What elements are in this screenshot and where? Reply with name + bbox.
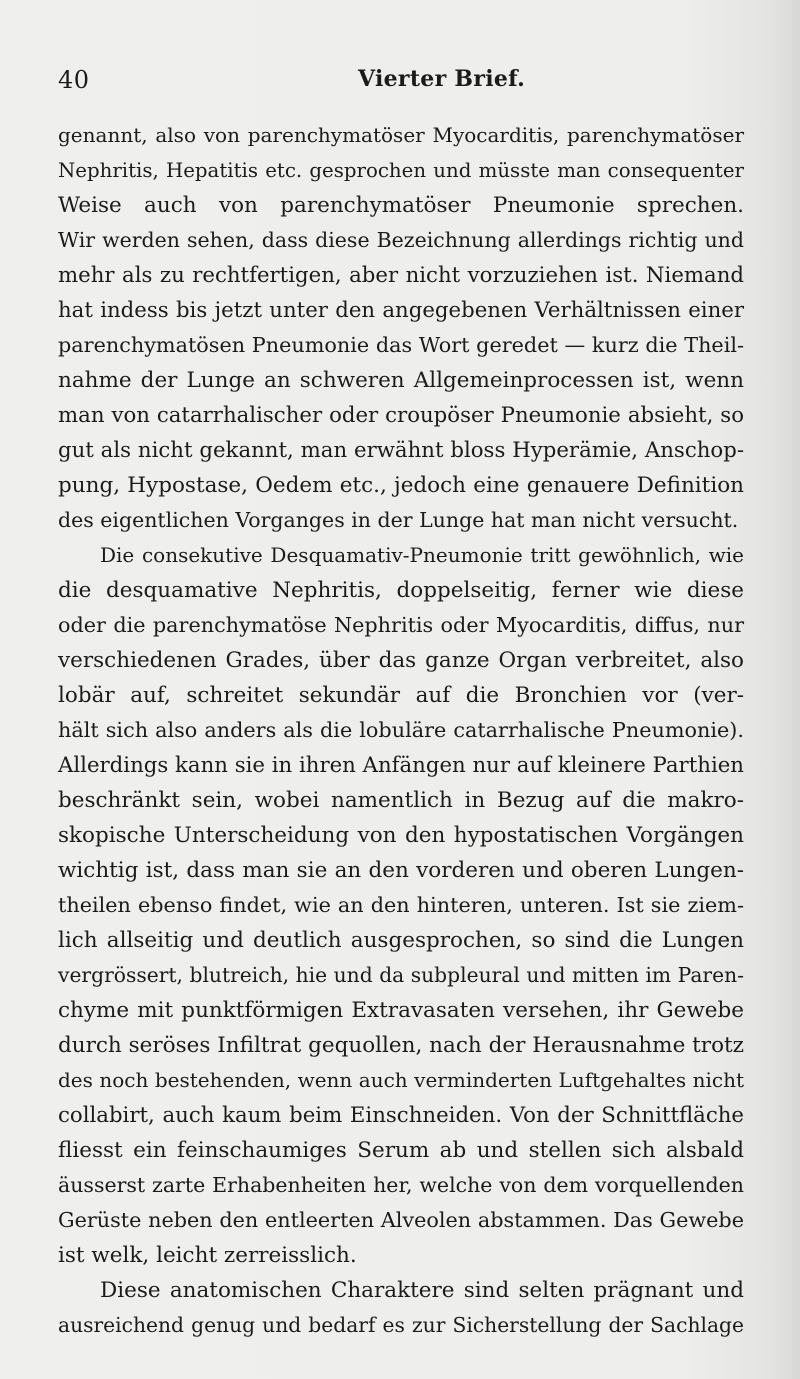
- text-line: gut als nicht gekannt, man erwähnt bloss Hyperämie, Anschop-: [58, 438, 744, 463]
- text-line: mehr als zu rechtfertigen, aber nicht vorzuziehen ist. Niemand: [58, 263, 744, 288]
- text-line: vergrössert, blutreich, hie und da subpleural und mitten im Paren-: [58, 963, 744, 987]
- text-line: Die consekutive Desquamativ-Pneumonie tritt gewöhnlich, wie: [100, 543, 744, 567]
- text-line: verschiedenen Grades, über das ganze Organ verbreitet, also: [58, 648, 744, 673]
- text-line: skopische Unterscheidung von den hypostatischen Vorgängen: [58, 823, 744, 848]
- page-header: [58, 66, 740, 106]
- text-line: Gerüste neben den entleerten Alveolen abstammen. Das Gewebe: [58, 1208, 744, 1232]
- text-line: ist welk, leicht zerreisslich.: [58, 1243, 357, 1268]
- text-line: Allerdings kann sie in ihren Anfängen nur auf kleinere Parthien: [58, 753, 744, 778]
- text-line: hat indess bis jetzt unter den angegebenen Verhältnissen einer: [58, 298, 744, 323]
- text-line: theilen ebenso findet, wie an den hinteren, unteren. Ist sie ziem-: [58, 893, 744, 917]
- body-text: [58, 118, 744, 1343]
- text-line: chyme mit punktförmigen Extravasaten versehen, ihr Gewebe: [58, 998, 744, 1023]
- text-line: ausreichend genug und bedarf es zur Sicherstellung der Sachlage: [58, 1313, 744, 1337]
- text-line: wichtig ist, dass man sie an den vorderen und oberen Lungen-: [58, 858, 744, 883]
- text-line: genannt, also von parenchymatöser Myocarditis, parenchymatöser: [58, 123, 744, 147]
- text-line: durch seröses Infiltrat gequollen, nach der Herausnahme trotz: [58, 1033, 744, 1058]
- text-line: Diese anatomischen Charaktere sind selten prägnant und: [100, 1278, 744, 1303]
- text-line: beschränkt sein, wobei namentlich in Bezug auf die makro-: [58, 788, 744, 813]
- text-line: man von catarrhalischer oder croupöser Pneumonie absieht, so: [58, 403, 744, 428]
- text-line: nahme der Lunge an schweren Allgemeinprocessen ist, wenn: [58, 368, 744, 393]
- text-line: des eigentlichen Vorganges in der Lunge hat man nicht versucht.: [58, 508, 739, 532]
- text-line: fliesst ein feinschaumiges Serum ab und stellen sich alsbald: [58, 1138, 744, 1163]
- text-line: Weise auch von parenchymatöser Pneumonie sprechen.: [58, 193, 744, 218]
- text-line: pung, Hypostase, Oedem etc., jedoch eine genauere Definition: [58, 473, 744, 498]
- text-line: äusserst zarte Erhabenheiten her, welche von dem vorquellenden: [58, 1173, 744, 1197]
- text-line: die desquamative Nephritis, doppelseitig, ferner wie diese: [58, 578, 744, 603]
- text-line: collabirt, auch kaum beim Einschneiden. Von der Schnittfläche: [58, 1103, 744, 1128]
- text-line: oder die parenchymatöse Nephritis oder Myocarditis, diffus, nur: [58, 613, 744, 637]
- text-line: parenchymatösen Pneumonie das Wort geredet — kurz die Theil-: [58, 333, 744, 357]
- text-line: lobär auf, schreitet sekundär auf die Bronchien vor (ver-: [58, 683, 744, 708]
- text-line: des noch bestehenden, wenn auch verminderten Luftgehaltes nicht: [58, 1068, 744, 1092]
- text-line: Wir werden sehen, dass diese Bezeichnung allerdings richtig und: [58, 228, 744, 252]
- text-line: hält sich also anders als die lobuläre catarrhalische Pneumonie).: [58, 718, 744, 742]
- text-line: Nephritis, Hepatitis etc. gesprochen und müsste man consequenter: [58, 159, 744, 182]
- text-line: lich allseitig und deutlich ausgesprochen, so sind die Lungen: [58, 928, 744, 953]
- running-title: Vierter Brief.: [358, 66, 526, 92]
- page-number: 40: [58, 66, 90, 94]
